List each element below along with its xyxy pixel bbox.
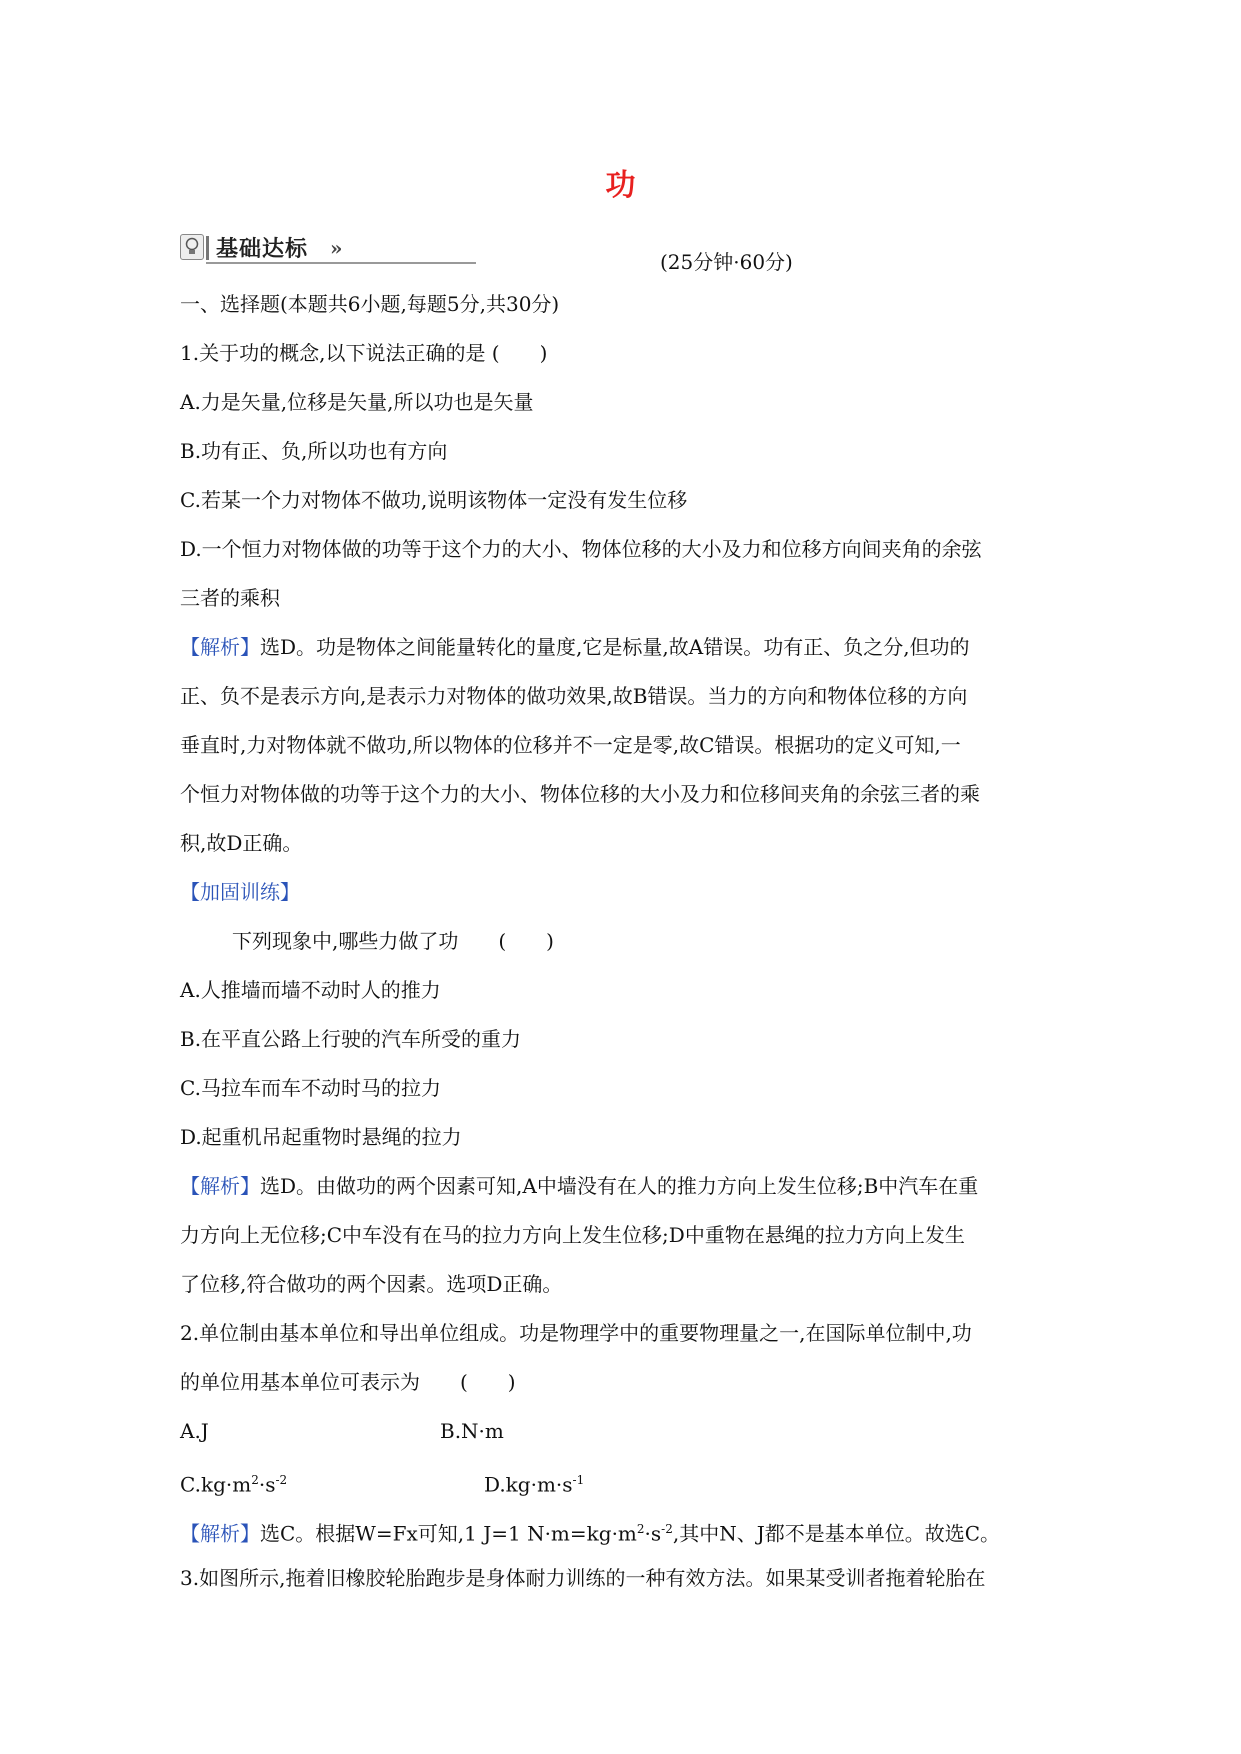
analysis-text: ·s: [644, 1521, 662, 1546]
analysis-tag: 【解析】: [180, 635, 260, 659]
q1-option-d-cont: 三者的乘积: [180, 586, 280, 610]
q1-stem: 1.关于功的概念,以下说法正确的是 ( ): [180, 341, 548, 365]
extra-option-a: A.人推墙而墙不动时人的推力: [180, 978, 441, 1002]
q2-option-d: [484, 1466, 584, 1499]
exponent: -2: [661, 1522, 673, 1536]
reinforcement-tag: 【加固训练】: [180, 880, 300, 904]
analysis-text: 选D。功是物体之间能量转化的量度,它是标量,故A错误。功有正、负之分,但功的: [260, 635, 970, 659]
extra-analysis: [180, 1172, 978, 1200]
q2-stem: 2.单位制由基本单位和导出单位组成。功是物理学中的重要物理量之一,在国际单位制中,功: [180, 1321, 972, 1345]
double-chevron-icon: »: [330, 236, 343, 260]
q1-analysis: [180, 633, 970, 661]
q1-analysis-4: 个恒力对物体做的功等于这个力的大小、物体位移的大小及力和位移间夹角的余弦三者的乘: [180, 782, 980, 806]
option-text: C.kg·m: [180, 1472, 252, 1497]
extra-analysis-3: 了位移,符合做功的两个因素。选项D正确。: [180, 1272, 563, 1296]
q3-stem: 3.如图所示,拖着旧橡胶轮胎跑步是身体耐力训练的一种有效方法。如果某受训者拖着轮胎在: [180, 1566, 986, 1590]
lightbulb-icon: [180, 234, 204, 260]
q1-option-b: B.功有正、负,所以功也有方向: [180, 439, 448, 463]
section-header: [180, 232, 480, 266]
q1-analysis-2: 正、负不是表示方向,是表示力对物体的做功效果,故B错误。当力的方向和物体位移的方向: [180, 684, 968, 708]
q1-analysis-3: 垂直时,力对物体就不做功,所以物体的位移并不一定是零,故C错误。根据功的定义可知,一: [180, 733, 961, 757]
time-info: (25分钟·60分): [660, 250, 793, 274]
section-instruction: 一、选择题(本题共6小题,每题5分,共30分): [180, 292, 560, 316]
analysis-tag: 【解析】: [180, 1174, 260, 1198]
q1-analysis-5: 积,故D正确。: [180, 831, 303, 855]
q1-option-c: C.若某一个力对物体不做功,说明该物体一定没有发生位移: [180, 488, 688, 512]
q2-option-a: A.J: [180, 1419, 209, 1443]
extra-analysis-2: 力方向上无位移;C中车没有在马的拉力方向上发生位移;D中重物在悬绳的拉力方向上发生: [180, 1223, 965, 1247]
analysis-text: ,其中N、J都不是基本单位。故选C。: [672, 1521, 1001, 1546]
q1-option-a: A.力是矢量,位移是矢量,所以功也是矢量: [180, 390, 534, 414]
option-text: ·s: [258, 1472, 276, 1497]
section-label: 基础达标: [216, 236, 309, 262]
header-divider: [206, 236, 209, 260]
page-title: 功: [605, 168, 636, 203]
exponent: -2: [275, 1473, 288, 1487]
reinforcement-heading: [180, 878, 300, 906]
extra-option-d: D.起重机吊起重物时悬绳的拉力: [180, 1125, 462, 1149]
extra-stem: 下列现象中,哪些力做了功 ( ): [232, 929, 554, 953]
header-underline: [206, 262, 476, 264]
exponent: -1: [572, 1473, 585, 1487]
analysis-text: 选C。根据W=Fx可知,1 J=1 N·m=kg·m: [260, 1521, 637, 1546]
option-text: D.kg·m·s: [484, 1472, 573, 1497]
extra-option-c: C.马拉车而车不动时马的拉力: [180, 1076, 441, 1100]
exponent: 2: [251, 1473, 259, 1487]
exponent: 2: [636, 1522, 645, 1536]
q2-analysis: [180, 1515, 1000, 1548]
extra-option-b: B.在平直公路上行驶的汽车所受的重力: [180, 1027, 522, 1051]
q1-option-d: D.一个恒力对物体做的功等于这个力的大小、物体位移的大小及力和位移方向间夹角的余弦: [180, 537, 982, 561]
analysis-text: 选D。由做功的两个因素可知,A中墙没有在人的推力方向上发生位移;B中汽车在重: [260, 1174, 979, 1198]
q2-stem-cont: 的单位用基本单位可表示为 ( ): [180, 1370, 516, 1394]
q2-option-c: [180, 1466, 287, 1499]
analysis-tag: 【解析】: [180, 1521, 260, 1546]
q2-option-b: B.N·m: [440, 1419, 504, 1443]
